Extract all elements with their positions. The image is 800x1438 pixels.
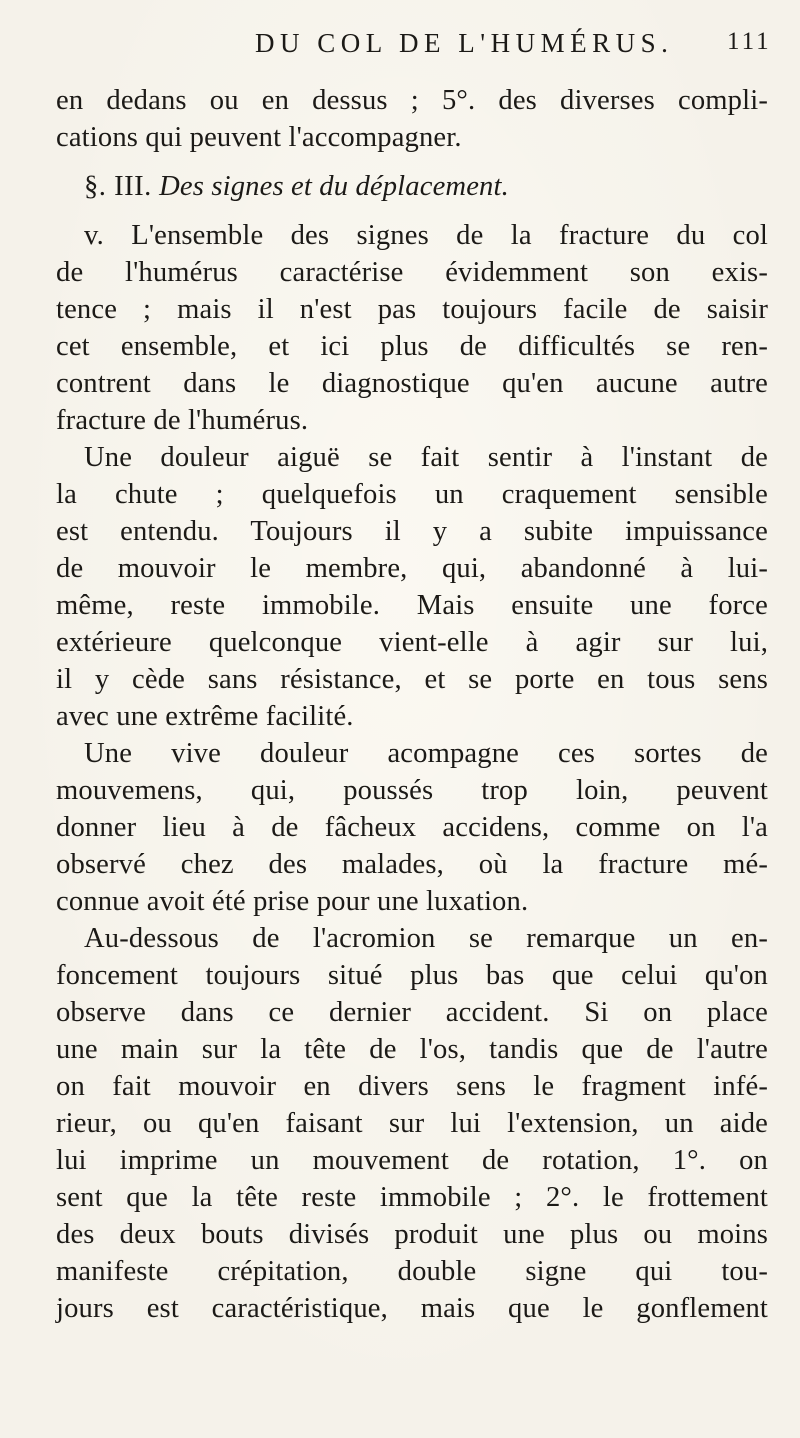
text-line: connue avoit été prise pour une luxation. <box>56 886 529 917</box>
text-line: foncement toujours situé plus bas que celui qu'on <box>56 960 768 991</box>
text-line: manifeste crépitation, double signe qui tou- <box>56 1256 768 1287</box>
text-line: observé chez des malades, où la fracture mé- <box>56 849 768 880</box>
text-line: il y cède sans résistance, et se porte en tous sens <box>56 664 768 695</box>
text-line: la chute ; quelquefois un craquement sensible <box>56 479 768 510</box>
page-number: 111 <box>727 28 772 55</box>
text-line: donner lieu à de fâcheux accidens, comme on l'a <box>56 812 768 843</box>
text-line: mouvemens, qui, poussés trop loin, peuvent <box>56 775 768 806</box>
text-line: sent que la tête reste immobile ; 2°. le frottement <box>56 1182 768 1213</box>
text-line: cet ensemble, et ici plus de difficultés se ren- <box>56 331 768 362</box>
text-line: des deux bouts divisés produit une plus ou moins <box>56 1219 768 1250</box>
section-number: §. III. <box>84 171 152 202</box>
text-line: fracture de l'humérus. <box>56 405 309 436</box>
text-line: avec une extrême facilité. <box>56 701 354 732</box>
section-title: Des signes et du déplacement. <box>159 171 509 202</box>
text-line: en dedans ou en dessus ; 5°. des diverses compli- <box>56 85 768 116</box>
text-line: une main sur la tête de l'os, tandis que de l'autre <box>56 1034 768 1065</box>
text-line: de l'humérus caractérise évidemment son exis- <box>56 257 768 288</box>
section-heading <box>56 168 768 205</box>
text-line: extérieure quelconque vient-elle à agir sur lui, <box>56 627 768 658</box>
text-line: cations qui peuvent l'accompagner. <box>56 122 462 153</box>
body-text <box>56 82 768 1327</box>
text-line: Une vive douleur acompagne ces sortes de <box>84 738 768 769</box>
running-title: DU COL DE L'HUMÉRUS. <box>255 28 674 58</box>
text-line: v. L'ensemble des signes de la fracture du col <box>84 220 768 251</box>
text-line: est entendu. Toujours il y a subite impuissance <box>56 516 768 547</box>
text-line: Une douleur aiguë se fait sentir à l'instant de <box>84 442 768 473</box>
text-line: observe dans ce dernier accident. Si on place <box>56 997 768 1028</box>
text-line: lui imprime un mouvement de rotation, 1°. on <box>56 1145 768 1176</box>
text-line: même, reste immobile. Mais ensuite une force <box>56 590 768 621</box>
running-head <box>0 24 800 74</box>
text-line: jours est caractéristique, mais que le gonflement <box>56 1293 768 1324</box>
text-line: Au-dessous de l'acromion se remarque un en- <box>84 923 768 954</box>
text-line: contrent dans le diagnostique qu'en aucune autre <box>56 368 768 399</box>
text-line: on fait mouvoir en divers sens le fragment infé- <box>56 1071 768 1102</box>
text-line: tence ; mais il n'est pas toujours facile de saisir <box>56 294 768 325</box>
text-line: rieur, ou qu'en faisant sur lui l'extension, un aide <box>56 1108 768 1139</box>
text-line: de mouvoir le membre, qui, abandonné à lui- <box>56 553 768 584</box>
